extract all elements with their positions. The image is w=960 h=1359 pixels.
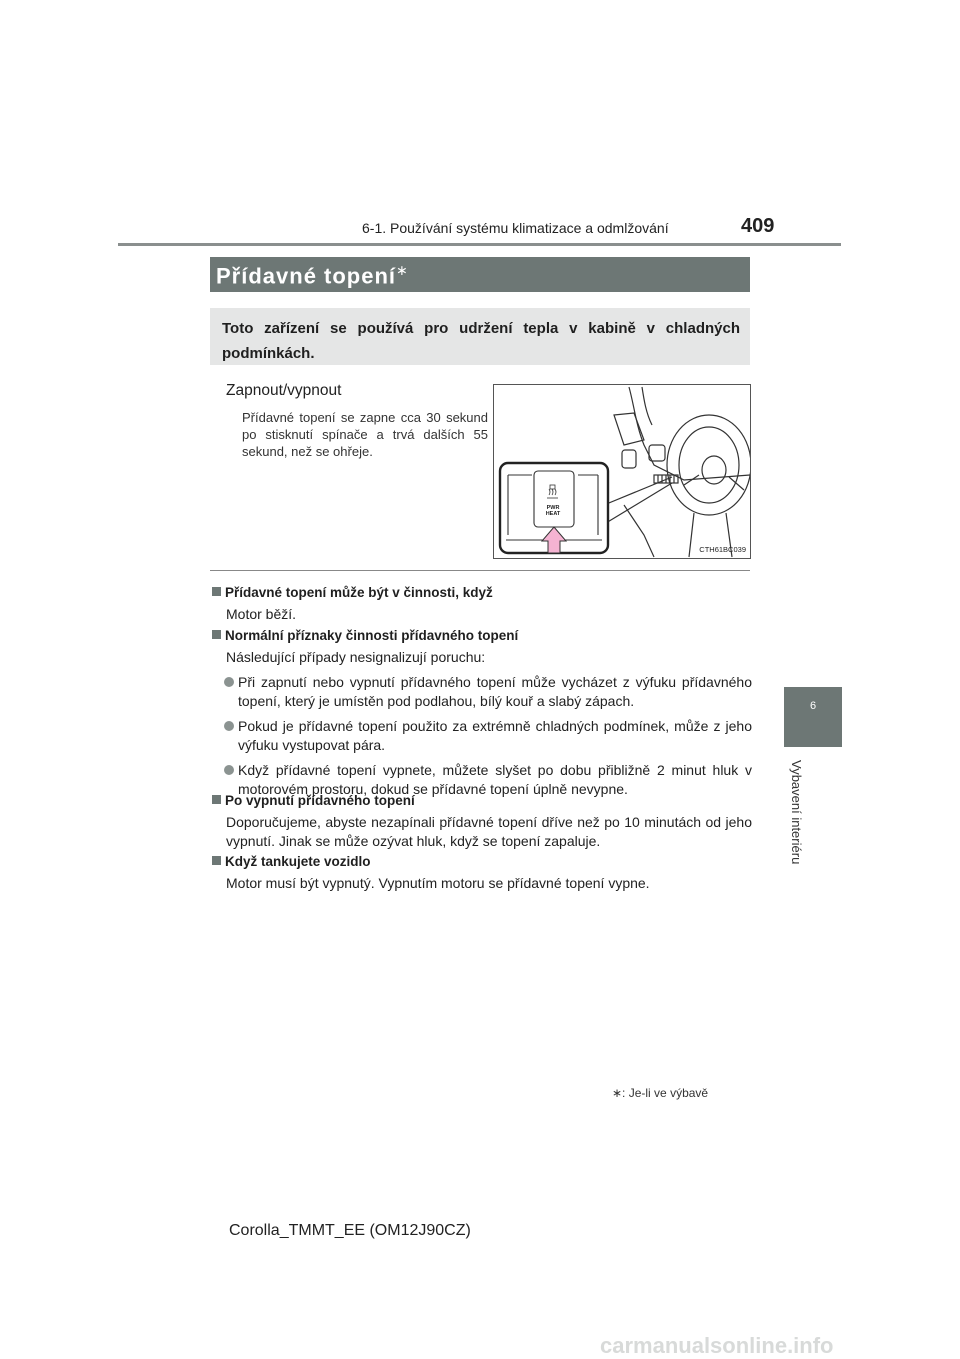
section-body: Doporučujeme, abyste nezapínali přídavné topení dříve než po 10 minutách od jeho vypnutí. Jinak se může ozývat hluk, když se topení zapaluje. — [226, 814, 752, 849]
list-item: Pokud je přídavné topení použito za extrémně chladných podmínek, může z jeho výfuku vystupovat pára. — [224, 717, 752, 755]
content-divider — [210, 570, 750, 571]
section-title-text: Přídavné topení — [216, 263, 397, 289]
section-title-bar — [210, 257, 750, 292]
section-body: Následující případy nesignalizují poruchu: — [226, 649, 486, 665]
chapter-tab — [784, 687, 842, 747]
pwr-label: PWR — [546, 505, 560, 511]
bullet-dot-icon — [224, 721, 234, 731]
watermark: carmanualsonline.info — [600, 1333, 834, 1358]
footer-model: Corolla_TMMT_EE (OM12J90CZ) — [229, 1222, 471, 1239]
square-bullet-icon — [212, 795, 221, 804]
bullet-dot-icon — [224, 677, 234, 687]
section-heading: Přídavné topení může být v činnosti, když — [212, 584, 752, 602]
section-heading: Po vypnutí přídavného topení — [212, 792, 752, 810]
section-heading: Normální příznaky činnosti přídavného topení — [212, 627, 752, 645]
section-title — [216, 262, 409, 289]
square-bullet-icon — [212, 587, 221, 596]
list-item: Když přídavné topení vypnete, můžete slyšet po dobu přibližně 2 minut hluk v motorovém prostoru, dokud se přídavné topení úplně nevypne. — [224, 761, 752, 799]
intro-box — [210, 308, 750, 365]
section-operating-condition — [212, 584, 752, 624]
chapter-tab-label: Vybavení interiéru — [789, 760, 804, 865]
section-body: Motor běží. — [226, 606, 297, 622]
switch-description: Přídavné topení se zapne cca 30 sekund po stisknutí spínače a trvá dalších 55 sekund, než se ohřeje. — [242, 410, 488, 459]
section-normal-symptoms — [212, 627, 752, 799]
section-after-switch-off — [212, 792, 752, 851]
header-divider — [118, 243, 841, 246]
chapter-header: 6-1. Používání systému klimatizace a odmlžování — [362, 220, 669, 236]
dashboard-drawing — [494, 385, 750, 558]
footnote: ∗: Je-li ve výbavě — [612, 1086, 709, 1100]
intro-text: Toto zařízení se používá pro udržení tepla v kabině v chladných podmínkách. — [222, 320, 740, 362]
square-bullet-icon — [212, 856, 221, 865]
figure-code: CTH61BC039 — [699, 545, 746, 554]
switch-heading: Zapnout/vypnout — [226, 382, 342, 399]
optional-equipment-mark: ∗ — [396, 262, 409, 278]
heat-label: HEAT — [545, 511, 561, 517]
dashboard-illustration — [493, 384, 751, 559]
square-bullet-icon — [212, 630, 221, 639]
section-body: Motor musí být vypnutý. Vypnutím motoru se přídavné topení vypne. — [226, 875, 650, 891]
page-number: 409 — [741, 215, 775, 237]
bullet-dot-icon — [224, 765, 234, 775]
section-refueling — [212, 853, 752, 893]
chapter-tab-number: 6 — [809, 700, 817, 712]
section-heading: Když tankujete vozidlo — [212, 853, 752, 871]
list-item: Při zapnutí nebo vypnutí přídavného topení může vycházet z výfuku přídavného topení, který je umístěn pod podlahou, bílý kouř a slabý zápach. — [224, 673, 752, 711]
